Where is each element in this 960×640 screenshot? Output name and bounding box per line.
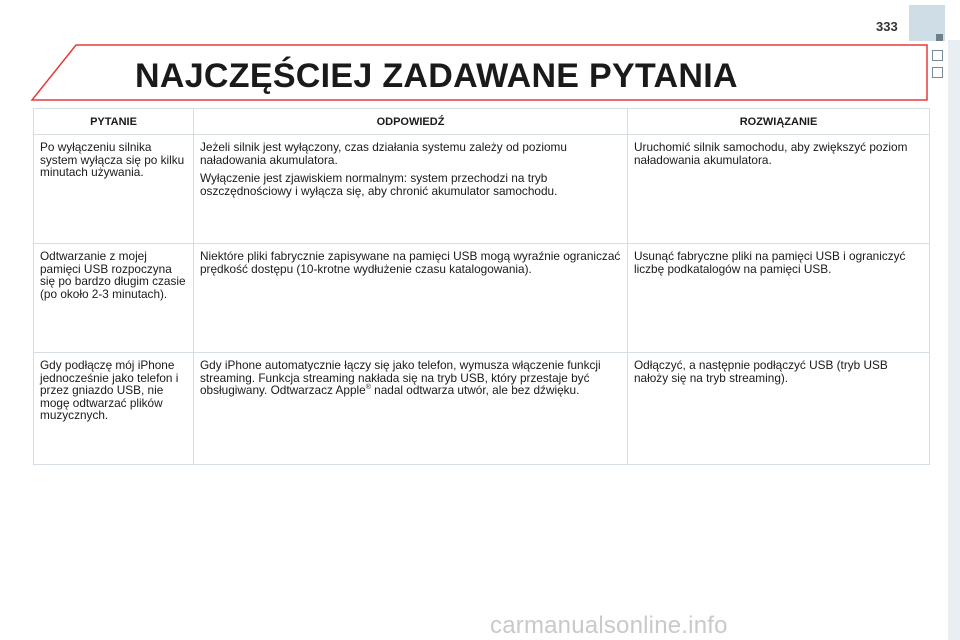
solution-cell: Odłączyć, a następnie podłączyć USB (tryb USB nałoży się na tryb streaming). [628,353,930,465]
page-number: 333 [876,19,898,34]
answer-paragraph [200,359,621,397]
chapter-tab-marker [936,34,943,41]
solution-cell: Uruchomić silnik samochodu, aby zwiększyć poziom naładowania akumulatora. [628,135,930,244]
answer-paragraph: Niektóre pliki fabrycznie zapisywane na pamięci USB mogą wyraźnie ograniczać prędkość dostępu (10-krotne wydłużenie czasu katalogowania). [200,249,621,276]
answer-cell [194,135,628,244]
watermark: carmanualsonline.info [490,612,728,639]
table-row [34,135,930,244]
answer-cell [194,244,628,353]
table-header-row [34,109,930,135]
answer-cell [194,353,628,465]
header-question: PYTANIE [34,109,194,135]
question-cell: Odtwarzanie z mojej pamięci USB rozpoczyna się po bardzo długim czasie (po około 2-3 minutach). [34,244,194,353]
page-title: NAJCZĘŚCIEJ ZADAWANE PYTANIA [135,57,738,95]
registered-mark: ® [365,384,371,392]
answer-text-post: nadal odtwarza utwór, ale bez dźwięku. [370,383,580,398]
side-strip [948,40,960,640]
answer-paragraph: Jeżeli silnik jest wyłączony, czas działania systemu zależy od poziomu naładowania akumulatora. [200,140,567,167]
faq-table [33,108,930,465]
header-solution: ROZWIĄZANIE [628,109,930,135]
table-row [34,353,930,465]
chapter-tab-outline-2[interactable] [932,67,943,78]
header-answer: ODPOWIEDŹ [194,109,628,135]
solution-cell: Usunąć fabryczne pliki na pamięci USB i ograniczyć liczbę podkatalogów na pamięci USB. [628,244,930,353]
question-cell: Po wyłączeniu silnika system wyłącza się po kilku minutach używania. [34,135,194,244]
chapter-tab-outline-1[interactable] [932,50,943,61]
answer-text-pre: Gdy iPhone automatycznie łączy się jako telefon, wymusza włączenie funkcji streaming. Funkcja streaming nakłada się na tryb USB, który przestaje być obsługiwany. Odtwarzacz Apple [200,358,601,398]
question-cell: Gdy podłączę mój iPhone jednocześnie jako telefon i przez gniazdo USB, nie mogę odtwarzać plików muzycznych. [34,353,194,465]
answer-paragraph: Wyłączenie jest zjawiskiem normalnym: system przechodzi na tryb oszczędnościowy i wyłącza się, aby chronić akumulator samochodu. [200,171,558,198]
table-row [34,244,930,353]
